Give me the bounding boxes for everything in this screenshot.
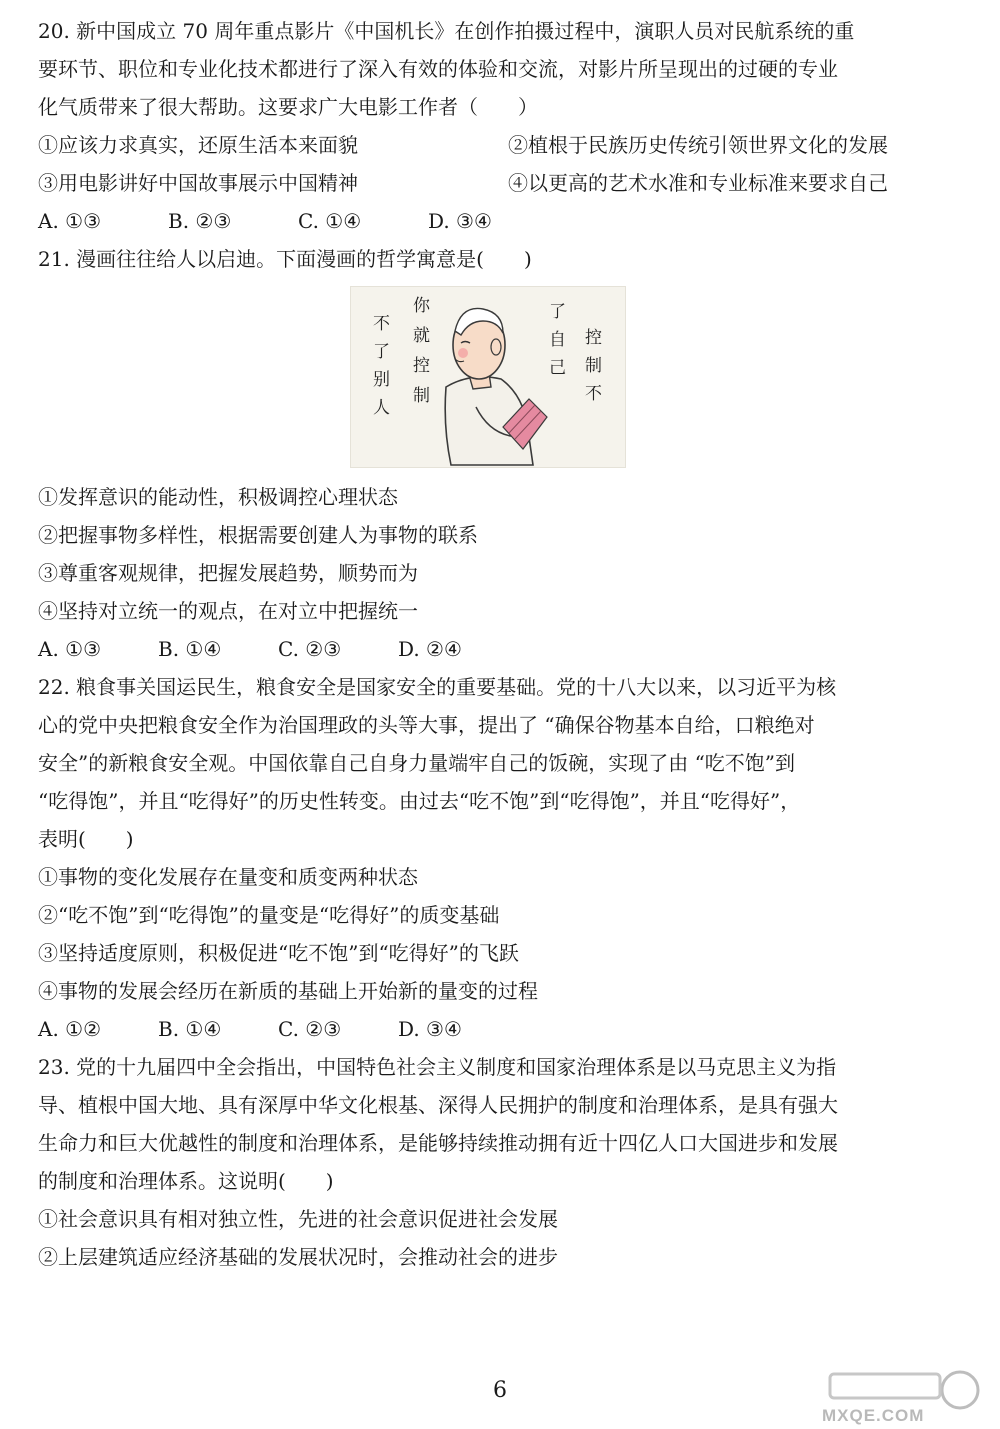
- question-23-option-1: ①社会意识具有相对独立性，先进的社会意识促进社会发展: [38, 1207, 558, 1231]
- question-22-option-4: ④事物的发展会经历在新质的基础上开始新的量变的过程: [38, 979, 538, 1003]
- question-21-option-3: ③尊重客观规律，把握发展趋势，顺势而为: [38, 561, 418, 585]
- answer-b: B. ②③: [168, 209, 232, 233]
- cartoon-char: 自: [549, 330, 566, 350]
- answer-b: B. ①④: [158, 637, 222, 661]
- question-20-stem-line: 20. 新中国成立 70 周年重点影片《中国机长》在创作拍摄过程中，演职人员对民航系统的重: [38, 19, 855, 43]
- cartoon-char: 制: [413, 386, 430, 406]
- figure-cheek: [458, 348, 468, 358]
- cartoon-char: 了: [373, 342, 390, 362]
- question-20-options-row: [38, 164, 968, 202]
- question-20-stem-line: 要环节、职位和专业化技术都进行了深入有效的体验和交流，对影片所呈现出的过硬的专业: [38, 57, 838, 81]
- question-21-option-1: ①发挥意识的能动性，积极调控心理状态: [38, 485, 398, 509]
- answer-a: A. ①③: [38, 209, 102, 233]
- cartoon-drawing: [351, 287, 625, 467]
- question-21-option-4: ④坚持对立统一的观点，在对立中把握统一: [38, 599, 418, 623]
- cartoon-char: 控: [413, 356, 430, 376]
- cartoon-char: 制: [585, 356, 602, 376]
- answer-c: C. ②③: [278, 637, 342, 661]
- answer-b: B. ①④: [158, 1017, 222, 1041]
- question-22-option-1: ①事物的变化发展存在量变和质变两种状态: [38, 865, 418, 889]
- question-23: [38, 1048, 968, 1276]
- cartoon-char: 不: [585, 384, 602, 404]
- cartoon-char: 了: [549, 302, 566, 322]
- question-22-stem-line: 心的党中央把粮食安全作为治国理政的头等大事，提出了 “确保谷物基本自给，口粮绝对: [38, 713, 815, 737]
- cartoon-char: 己: [549, 358, 566, 378]
- question-20-option-4: ④以更高的艺术水准和专业标准来要求自己: [508, 171, 888, 195]
- answer-d: D. ②④: [398, 637, 462, 661]
- figure-ear: [491, 339, 501, 355]
- question-23-stem-line: 23. 党的十九届四中全会指出，中国特色社会主义制度和国家治理体系是以马克思主义为指: [38, 1055, 837, 1079]
- question-22-stem-line: 表明( ): [38, 827, 134, 851]
- question-20-option-3: ③用电影讲好中国故事展示中国精神: [38, 171, 358, 195]
- question-22-stem-line: “吃得饱”，并且“吃得好”的历史性转变。由过去“吃不饱”到“吃得饱”，并且“吃得好”，: [38, 789, 801, 813]
- question-22-answers: [38, 1010, 968, 1048]
- answer-c: C. ②③: [278, 1017, 342, 1041]
- question-22-option-3: ③坚持适度原则，积极促进“吃不饱”到“吃得好”的飞跃: [38, 941, 519, 965]
- question-21-answers: [38, 630, 968, 668]
- cartoon-char: 别: [373, 370, 390, 390]
- question-22-stem-line: 安全”的新粮食安全观。中国依靠自己自身力量端牢自己的饭碗，实现了由 “吃不饱”到: [38, 751, 796, 775]
- question-20-stem-line: 化气质带来了很大帮助。这要求广大电影工作者（ ）: [38, 95, 538, 119]
- cartoon-text-middle: [413, 296, 431, 406]
- page-number: 6: [493, 1378, 507, 1403]
- cartoon-char: 控: [585, 328, 602, 348]
- answer-d: D. ③④: [398, 1017, 462, 1041]
- question-20-option-1: ①应该力求真实，还原生活本来面貌: [38, 133, 358, 157]
- cartoon-char: 就: [413, 326, 430, 346]
- watermark-circle: [942, 1372, 978, 1408]
- question-23-stem-line: 的制度和治理体系。这说明( ): [38, 1169, 334, 1193]
- cartoon-char: 人: [373, 398, 390, 418]
- question-20-option-2: ②植根于民族历史传统引领世界文化的发展: [508, 133, 888, 157]
- question-22: [38, 668, 968, 1048]
- question-21-option-2: ②把握事物多样性，根据需要创建人为事物的联系: [38, 523, 478, 547]
- question-20: [38, 12, 968, 240]
- exam-page: [38, 12, 968, 1276]
- question-22-option-2: ②“吃不饱”到“吃得饱”的量变是“吃得好”的质变基础: [38, 903, 500, 927]
- cartoon-text-right-a: [549, 302, 566, 378]
- question-23-stem-line: 导、植根中国大地、具有深厚中华文化根基、深得人民拥护的制度和治理体系，是具有强大: [38, 1093, 838, 1117]
- answer-a: A. ①②: [38, 1017, 102, 1041]
- cartoon-text-left: [373, 314, 390, 418]
- watermark-text: MXQE.COM: [822, 1406, 925, 1425]
- answer-c: C. ①④: [298, 209, 362, 233]
- answer-d: D. ③④: [428, 209, 492, 233]
- cartoon-char: 你: [413, 296, 430, 316]
- cartoon-text-right-b: [585, 328, 602, 404]
- question-23-option-2: ②上层建筑适应经济基础的发展状况时，会推动社会的进步: [38, 1245, 558, 1269]
- watermark-box: [830, 1374, 940, 1398]
- question-23-stem-line: 生命力和巨大优越性的制度和治理体系，是能够持续推动拥有近十四亿人口大国进步和发展: [38, 1131, 838, 1155]
- question-21-stem-line: 21. 漫画往往给人以启迪。下面漫画的哲学寓意是( ): [38, 247, 532, 271]
- answer-a: A. ①③: [38, 637, 102, 661]
- cartoon-char: 不: [373, 314, 390, 334]
- question-20-answers: [38, 202, 968, 240]
- question-22-stem-line: 22. 粮食事关国运民生，粮食安全是国家安全的重要基础。党的十八大以来，以习近平为核: [38, 675, 837, 699]
- cartoon-image: [350, 286, 626, 468]
- question-20-options-row: [38, 126, 968, 164]
- question-21: [38, 240, 968, 668]
